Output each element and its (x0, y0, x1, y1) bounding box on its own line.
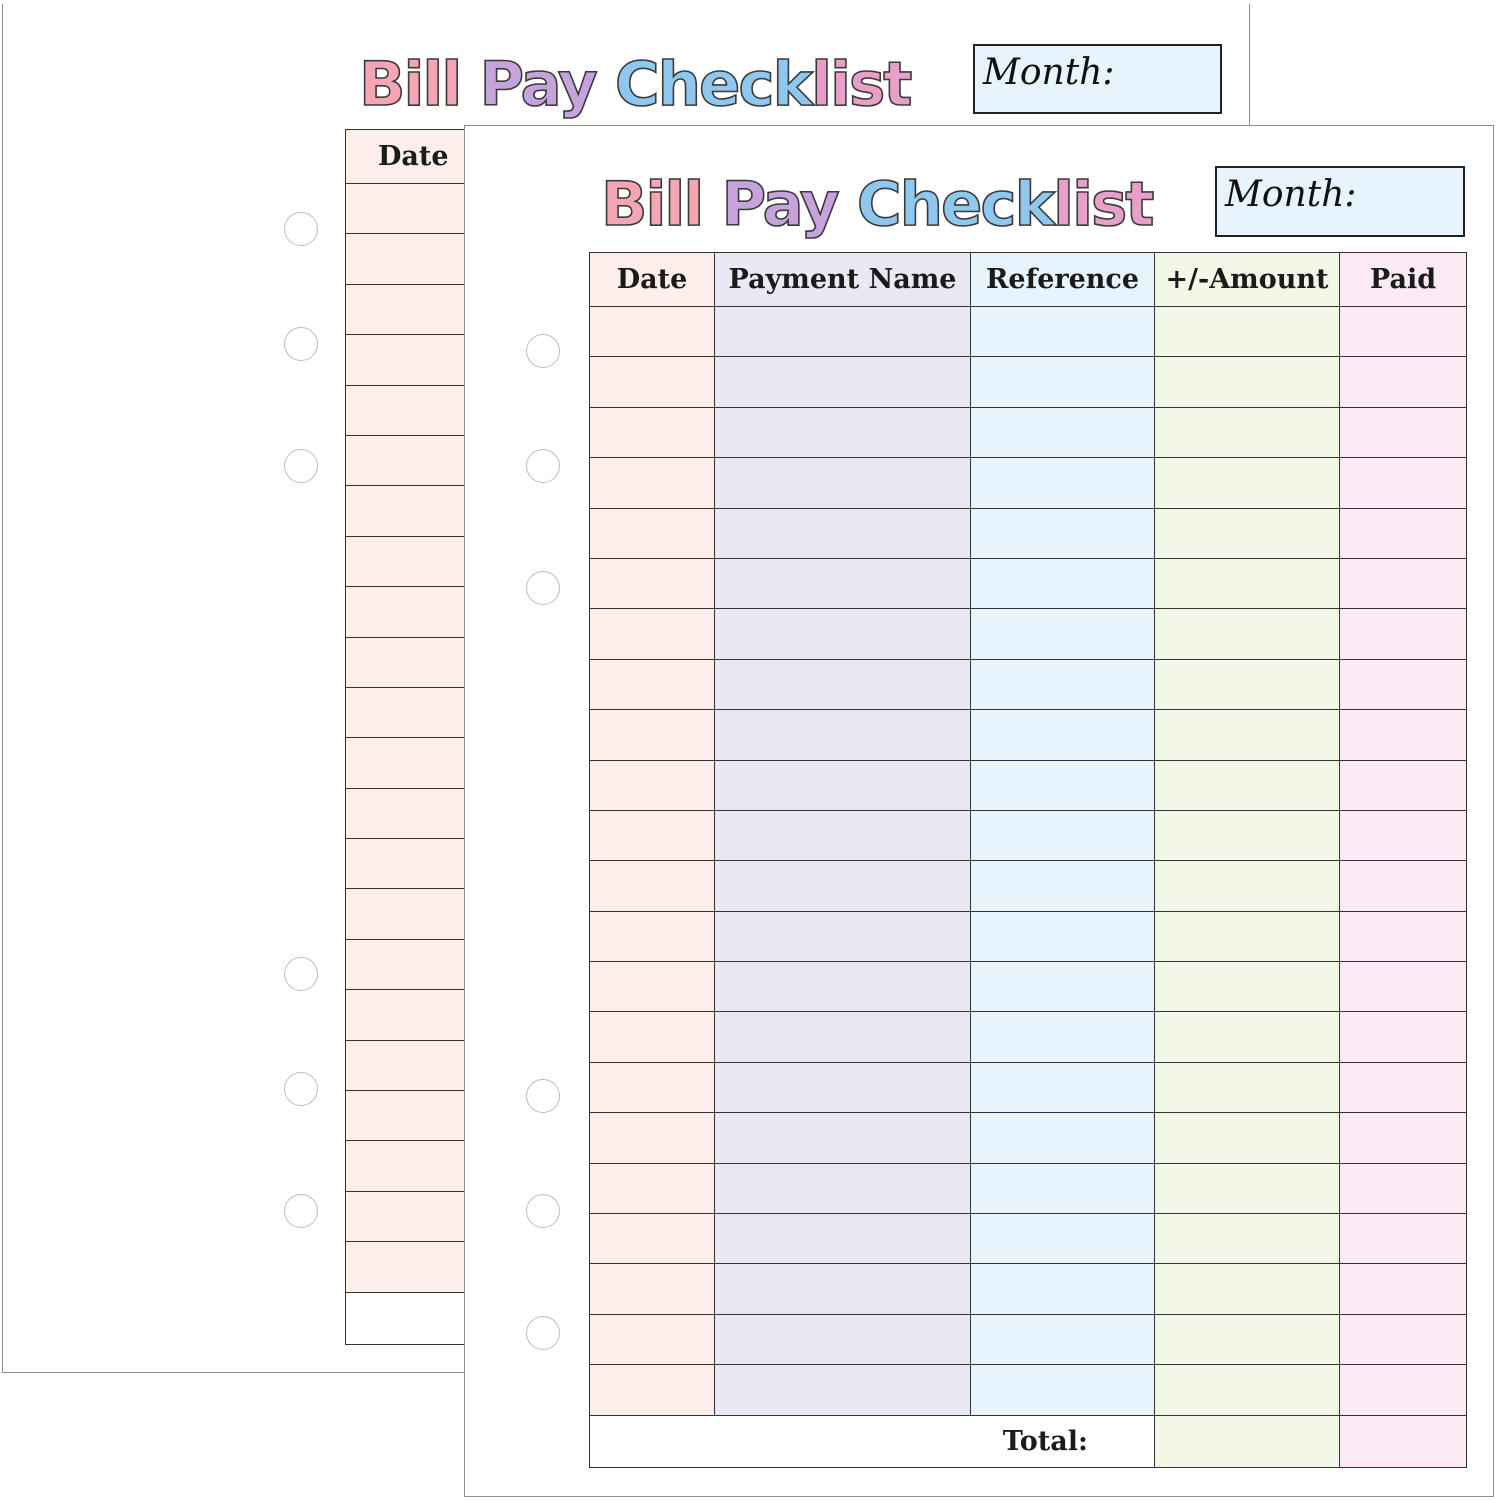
amount-cell[interactable] (1155, 861, 1340, 911)
payment-name-cell[interactable] (715, 357, 971, 407)
paid-cell[interactable] (1340, 1314, 1467, 1364)
title-word-check: Check (614, 49, 812, 120)
binder-hole (526, 1194, 560, 1228)
table-row (590, 407, 1467, 457)
payment-name-cell[interactable] (715, 1062, 971, 1112)
date-cell[interactable] (590, 508, 715, 558)
date-cell[interactable] (590, 962, 715, 1012)
paid-cell[interactable] (1340, 1264, 1467, 1314)
reference-cell[interactable] (971, 407, 1155, 457)
reference-cell[interactable] (971, 810, 1155, 860)
column-header-amount: +/-Amount (1155, 253, 1340, 307)
payment-name-cell[interactable] (715, 609, 971, 659)
amount-cell[interactable] (1155, 407, 1340, 457)
payment-name-cell[interactable] (715, 1365, 971, 1415)
paid-cell[interactable] (1340, 1113, 1467, 1163)
amount-cell[interactable] (1155, 609, 1340, 659)
reference-cell[interactable] (971, 760, 1155, 810)
date-cell[interactable] (590, 1163, 715, 1213)
date-cell[interactable] (590, 911, 715, 961)
paid-cell[interactable] (1340, 508, 1467, 558)
column-header-payment-name: Payment Name (715, 253, 971, 307)
binder-hole (284, 957, 318, 991)
reference-cell[interactable] (971, 710, 1155, 760)
binder-hole (284, 449, 318, 483)
table-row (590, 1062, 1467, 1112)
front-checklist-page (464, 125, 1494, 1497)
table-row (590, 710, 1467, 760)
date-cell[interactable] (590, 407, 715, 457)
amount-cell[interactable] (1155, 659, 1340, 709)
table-row (590, 1314, 1467, 1364)
amount-cell[interactable] (1155, 710, 1340, 760)
total-label: Total: (590, 1415, 1155, 1467)
title-word-bill: Bill (359, 49, 461, 120)
table-row (590, 609, 1467, 659)
table-row (590, 659, 1467, 709)
reference-cell[interactable] (971, 1264, 1155, 1314)
date-cell[interactable] (590, 760, 715, 810)
amount-cell[interactable] (1155, 307, 1340, 357)
title-word-check: Check (856, 169, 1054, 240)
amount-cell[interactable] (1155, 1264, 1340, 1314)
paid-cell[interactable] (1340, 810, 1467, 860)
date-cell[interactable] (590, 1012, 715, 1062)
table-row (590, 508, 1467, 558)
back-month-field[interactable] (973, 44, 1222, 114)
binder-hole (284, 212, 318, 246)
date-cell[interactable] (590, 810, 715, 860)
reference-cell[interactable] (971, 558, 1155, 608)
binder-hole (284, 1194, 318, 1228)
payment-name-cell[interactable] (715, 1163, 971, 1213)
payment-name-cell[interactable] (715, 810, 971, 860)
date-cell[interactable] (590, 861, 715, 911)
paid-cell[interactable] (1340, 861, 1467, 911)
reference-cell[interactable] (971, 1113, 1155, 1163)
table-row (590, 810, 1467, 860)
table-row (590, 962, 1467, 1012)
table-row (590, 1214, 1467, 1264)
table-row (590, 1113, 1467, 1163)
front-page-title (601, 169, 1153, 240)
reference-cell[interactable] (971, 1062, 1155, 1112)
payment-name-cell[interactable] (715, 307, 971, 357)
reference-cell[interactable] (971, 861, 1155, 911)
date-cell[interactable] (590, 1314, 715, 1364)
amount-cell[interactable] (1155, 1214, 1340, 1264)
date-cell[interactable] (590, 458, 715, 508)
table-row (590, 861, 1467, 911)
month-label: Month: (1225, 174, 1357, 215)
total-row (590, 1415, 1467, 1467)
paid-cell[interactable] (1340, 659, 1467, 709)
payment-name-cell[interactable] (715, 1214, 971, 1264)
reference-cell[interactable] (971, 962, 1155, 1012)
reference-cell[interactable] (971, 1365, 1155, 1415)
date-cell[interactable] (590, 609, 715, 659)
title-word-pay: Pay (721, 169, 838, 240)
paid-cell[interactable] (1340, 760, 1467, 810)
amount-cell[interactable] (1155, 962, 1340, 1012)
table-row (590, 911, 1467, 961)
payment-name-cell[interactable] (715, 659, 971, 709)
reference-cell[interactable] (971, 911, 1155, 961)
front-month-field[interactable] (1215, 166, 1465, 237)
paid-cell[interactable] (1340, 1012, 1467, 1062)
amount-cell[interactable] (1155, 1012, 1340, 1062)
title-word-list: list (1053, 169, 1153, 240)
payment-name-cell[interactable] (715, 407, 971, 457)
paid-cell[interactable] (1340, 558, 1467, 608)
date-cell[interactable] (590, 1214, 715, 1264)
payment-name-cell[interactable] (715, 558, 971, 608)
binder-hole (284, 1072, 318, 1106)
payment-name-cell[interactable] (715, 1113, 971, 1163)
paid-cell[interactable] (1340, 1163, 1467, 1213)
paid-cell[interactable] (1340, 307, 1467, 357)
payment-name-cell[interactable] (715, 861, 971, 911)
title-word-bill: Bill (601, 169, 703, 240)
column-header-date: Date (590, 253, 715, 307)
payment-name-cell[interactable] (715, 962, 971, 1012)
table-row (590, 1163, 1467, 1213)
reference-cell[interactable] (971, 357, 1155, 407)
paid-cell[interactable] (1340, 1365, 1467, 1415)
reference-cell[interactable] (971, 1314, 1155, 1364)
date-cell[interactable] (590, 1062, 715, 1112)
paid-cell[interactable] (1340, 1214, 1467, 1264)
amount-cell[interactable] (1155, 508, 1340, 558)
table-row (590, 558, 1467, 608)
binder-hole (526, 334, 560, 368)
total-paid-cell[interactable] (1340, 1415, 1467, 1467)
date-cell[interactable] (590, 307, 715, 357)
table-row (590, 760, 1467, 810)
amount-cell[interactable] (1155, 911, 1340, 961)
total-amount-cell[interactable] (1155, 1415, 1340, 1467)
table-row (590, 1365, 1467, 1415)
paid-cell[interactable] (1340, 458, 1467, 508)
title-word-pay: Pay (479, 49, 596, 120)
table-row (590, 1264, 1467, 1314)
binder-hole (526, 571, 560, 605)
table-row (590, 357, 1467, 407)
binder-hole (526, 449, 560, 483)
amount-cell[interactable] (1155, 760, 1340, 810)
amount-cell[interactable] (1155, 810, 1340, 860)
reference-cell[interactable] (971, 508, 1155, 558)
paid-cell[interactable] (1340, 962, 1467, 1012)
date-cell[interactable] (590, 1113, 715, 1163)
month-label: Month: (983, 52, 1115, 93)
reference-cell[interactable] (971, 458, 1155, 508)
column-header-paid: Paid (1340, 253, 1467, 307)
reference-cell[interactable] (971, 609, 1155, 659)
payment-name-cell[interactable] (715, 458, 971, 508)
amount-cell[interactable] (1155, 458, 1340, 508)
payment-name-cell[interactable] (715, 508, 971, 558)
amount-cell[interactable] (1155, 558, 1340, 608)
table-row (590, 1012, 1467, 1062)
back-page-title (359, 49, 911, 120)
amount-cell[interactable] (1155, 357, 1340, 407)
date-cell[interactable] (590, 357, 715, 407)
paid-cell[interactable] (1340, 911, 1467, 961)
binder-hole (526, 1316, 560, 1350)
payment-name-cell[interactable] (715, 760, 971, 810)
paid-cell[interactable] (1340, 609, 1467, 659)
reference-cell[interactable] (971, 1012, 1155, 1062)
paid-cell[interactable] (1340, 407, 1467, 457)
amount-cell[interactable] (1155, 1113, 1340, 1163)
column-header-reference: Reference (971, 253, 1155, 307)
date-cell[interactable] (590, 1365, 715, 1415)
date-cell[interactable] (590, 558, 715, 608)
binder-hole (526, 1079, 560, 1113)
payment-name-cell[interactable] (715, 1264, 971, 1314)
binder-hole (284, 327, 318, 361)
date-cell[interactable] (590, 659, 715, 709)
payment-name-cell[interactable] (715, 911, 971, 961)
amount-cell[interactable] (1155, 1062, 1340, 1112)
title-word-list: list (811, 49, 911, 120)
amount-cell[interactable] (1155, 1163, 1340, 1213)
paid-cell[interactable] (1340, 710, 1467, 760)
reference-cell[interactable] (971, 1214, 1155, 1264)
table-row (590, 307, 1467, 357)
amount-cell[interactable] (1155, 1365, 1340, 1415)
date-cell[interactable] (590, 1264, 715, 1314)
payment-name-cell[interactable] (715, 1012, 971, 1062)
paid-cell[interactable] (1340, 357, 1467, 407)
amount-cell[interactable] (1155, 1314, 1340, 1364)
payment-name-cell[interactable] (715, 710, 971, 760)
reference-cell[interactable] (971, 659, 1155, 709)
paid-cell[interactable] (1340, 1062, 1467, 1112)
table-row (590, 458, 1467, 508)
reference-cell[interactable] (971, 307, 1155, 357)
payment-name-cell[interactable] (715, 1314, 971, 1364)
column-header-date: Date (346, 130, 485, 184)
reference-cell[interactable] (971, 1163, 1155, 1213)
date-cell[interactable] (590, 710, 715, 760)
front-checklist-table (589, 252, 1467, 1468)
